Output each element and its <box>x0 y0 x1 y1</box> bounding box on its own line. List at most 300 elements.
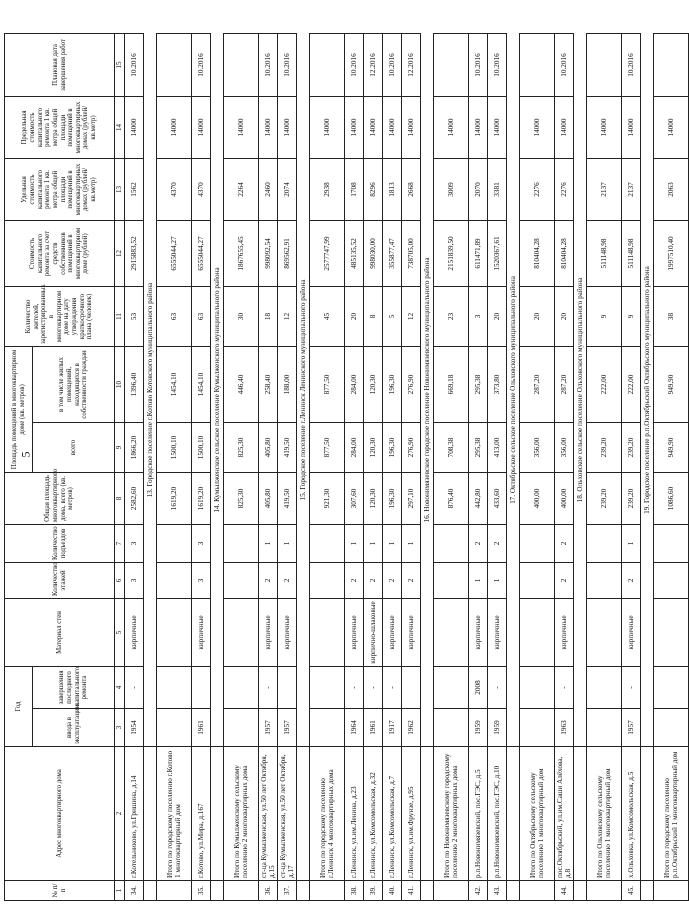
summary-cell: 14000 <box>654 97 689 159</box>
header-premises-group: Площадь помещений в многоквартирном доме (кв. метров) <box>5 347 33 473</box>
empty-cell <box>434 881 469 901</box>
table-row <box>345 34 364 901</box>
data-cell: 120,30 <box>364 473 383 525</box>
summary-cell <box>434 563 469 599</box>
table-row <box>488 34 507 901</box>
data-cell: 34. <box>125 881 144 901</box>
column-number: 8 <box>115 473 125 525</box>
table-row <box>259 34 278 901</box>
summary-label: Итого по городскому поселению г.Ленинск 4 многоквартирных дома <box>310 747 345 881</box>
empty-cell <box>211 881 224 901</box>
summary-cell: 1500,10 <box>157 423 192 473</box>
data-cell: 433,60 <box>488 473 507 525</box>
data-cell: 53 <box>125 287 144 347</box>
data-cell: 1961 <box>192 709 211 747</box>
summary-cell <box>434 34 469 97</box>
summary-cell: 14000 <box>520 97 555 159</box>
summary-row <box>434 34 469 901</box>
summary-row <box>520 34 555 901</box>
data-cell: кирпично-шлаковые <box>364 599 383 667</box>
data-cell: 1964 <box>345 709 364 747</box>
summary-cell: 949,90 <box>654 347 689 423</box>
data-cell: - <box>555 667 574 709</box>
data-cell: 1917 <box>383 709 402 747</box>
summary-cell <box>654 709 689 747</box>
header-premises-total: всего <box>33 423 115 473</box>
data-cell: 2 <box>402 563 421 599</box>
summary-cell: 877,50 <box>310 423 345 473</box>
summary-cell: 2264 <box>224 159 259 221</box>
data-cell: 2 <box>488 525 507 563</box>
data-cell: 10.2016 <box>488 34 507 97</box>
data-cell: 3 <box>125 525 144 563</box>
data-cell: 284,00 <box>345 347 364 423</box>
header-year-commission: ввода в эксплуатацию <box>33 709 115 747</box>
address-cell: ст-ца Кумылженская, ул.50 лет Октября, д.15 <box>259 747 278 881</box>
summary-cell <box>520 667 555 709</box>
summary-cell <box>157 599 192 667</box>
data-cell: 3 <box>125 563 144 599</box>
data-cell: 1 <box>259 525 278 563</box>
header-cost: Стоимость капитального ремонта за счет средств собственников помещений в многоквартирном доме (рублей) <box>5 221 115 287</box>
data-cell: - <box>345 667 364 709</box>
data-cell: кирпичные <box>383 599 402 667</box>
data-cell: 356,00 <box>555 423 574 473</box>
data-cell: 63 <box>192 287 211 347</box>
summary-cell <box>520 599 555 667</box>
data-cell: 1961 <box>364 709 383 747</box>
data-cell: кирпичные <box>555 599 574 667</box>
data-cell: 14000 <box>192 97 211 159</box>
column-number: 4 <box>115 667 125 709</box>
summary-cell <box>310 34 345 97</box>
summary-cell: 1454,10 <box>157 347 192 423</box>
data-cell: 42. <box>469 881 488 901</box>
data-cell: 2074 <box>278 159 297 221</box>
data-cell: 39. <box>364 881 383 901</box>
empty-cell <box>654 881 689 901</box>
data-cell: 998030,00 <box>364 221 383 287</box>
data-cell: 10.2016 <box>345 34 364 97</box>
data-cell: 2 <box>622 563 641 599</box>
empty-cell <box>574 881 587 901</box>
summary-cell <box>520 525 555 563</box>
section-title: 18. Ольховское сельское поселение Ольховского муниципального района <box>574 34 587 747</box>
section-row <box>641 34 654 901</box>
data-cell: 14000 <box>402 97 421 159</box>
summary-cell: 2577747,99 <box>310 221 345 287</box>
summary-cell <box>587 667 622 709</box>
summary-cell: 1867655,45 <box>224 221 259 287</box>
data-cell: 3 <box>469 287 488 347</box>
data-cell: 12 <box>278 287 297 347</box>
data-cell: 2 <box>555 563 574 599</box>
empty-cell <box>144 881 157 901</box>
summary-cell: 825,30 <box>224 473 259 525</box>
data-cell: 2137 <box>622 159 641 221</box>
column-number: 3 <box>115 709 125 747</box>
section-row <box>144 34 157 901</box>
column-number: 6 <box>115 563 125 599</box>
data-cell: 41. <box>402 881 421 901</box>
summary-cell: 949,90 <box>654 423 689 473</box>
data-cell: 297,10 <box>402 473 421 525</box>
data-cell: 405,80 <box>259 473 278 525</box>
summary-cell: 287,20 <box>520 347 555 423</box>
data-cell: 2582,60 <box>125 473 144 525</box>
column-number: 1 <box>115 881 125 901</box>
column-number: 5 <box>115 599 125 667</box>
data-cell: 14000 <box>469 97 488 159</box>
header-specific-cost: Удельная стоимость капитального ремонта 1 кв. метра общей площади помещений в многоквартирных домах (рублей/кв.метр) <box>5 159 115 221</box>
summary-row <box>157 34 192 901</box>
header-wall-material: Материал стен <box>5 599 115 667</box>
address-cell: р.п.Новонимязевский, пос.ГЭС, д.5 <box>469 747 488 881</box>
data-cell: 1500,10 <box>192 423 211 473</box>
summary-cell: 14000 <box>224 97 259 159</box>
data-cell: 1963 <box>555 709 574 747</box>
data-cell: 9 <box>622 287 641 347</box>
data-cell: 295,38 <box>469 423 488 473</box>
data-cell: 12.2016 <box>364 34 383 97</box>
table-row <box>192 34 211 901</box>
data-cell: 1 <box>402 525 421 563</box>
summary-cell: 239,20 <box>587 423 622 473</box>
data-cell: 3381 <box>488 159 507 221</box>
table-row <box>402 34 421 901</box>
header-year-group: Год <box>5 667 33 747</box>
data-cell: 5 <box>383 287 402 347</box>
summary-row <box>654 34 689 901</box>
header-floors: Количество этажей <box>5 563 115 599</box>
header-max-cost: Предельная стоимость капитального ремонта 1 кв. метра общей площади помещений в многоквартирных домах (рублей/кв.метр) <box>5 97 115 159</box>
summary-cell: 9 <box>587 287 622 347</box>
data-cell: 196,30 <box>383 347 402 423</box>
data-cell: 295,38 <box>469 347 488 423</box>
summary-cell <box>654 525 689 563</box>
data-cell: 2 <box>383 563 402 599</box>
data-cell: 442,80 <box>469 473 488 525</box>
data-cell: 12 <box>402 287 421 347</box>
section-row <box>421 34 434 901</box>
summary-cell: 2137 <box>587 159 622 221</box>
summary-cell: 877,50 <box>310 347 345 423</box>
summary-cell <box>310 667 345 709</box>
summary-cell: 2276 <box>520 159 555 221</box>
empty-cell <box>297 881 310 901</box>
data-cell: 1957 <box>259 709 278 747</box>
summary-cell: 3009 <box>434 159 469 221</box>
empty-cell <box>310 881 345 901</box>
data-cell: 10.2016 <box>259 34 278 97</box>
summary-cell: 6555044,27 <box>157 221 192 287</box>
summary-row <box>310 34 345 901</box>
data-cell: 2 <box>259 563 278 599</box>
data-cell: 8 <box>364 287 383 347</box>
data-cell: 10.2016 <box>469 34 488 97</box>
header-entrances: Количество подъездов <box>5 525 115 563</box>
summary-cell <box>587 34 622 97</box>
data-cell: 14000 <box>259 97 278 159</box>
summary-cell: 2063 <box>654 159 689 221</box>
summary-cell: 30 <box>224 287 259 347</box>
data-cell: кирпичные <box>125 599 144 667</box>
data-cell: 611471,89 <box>469 221 488 287</box>
section-title: 15. Городское поселение г.Ленинск Ленинского муниципального района <box>297 34 310 747</box>
empty-cell <box>211 747 224 881</box>
summary-cell: 2938 <box>310 159 345 221</box>
column-number: 14 <box>115 97 125 159</box>
summary-cell: 876,40 <box>434 473 469 525</box>
empty-cell <box>641 747 654 881</box>
summary-label: Итого по городскому поселению р.п.Октябрьский 1 многоквартирный дом <box>654 747 689 881</box>
column-number: 13 <box>115 159 125 221</box>
data-cell: 38. <box>345 881 364 901</box>
data-cell: 3 <box>192 525 211 563</box>
data-cell: 14000 <box>364 97 383 159</box>
summary-cell <box>310 709 345 747</box>
data-cell: 10.2016 <box>125 34 144 97</box>
column-number: 15 <box>115 34 125 97</box>
data-cell: 1959 <box>488 709 507 747</box>
data-cell: 1957 <box>278 709 297 747</box>
data-cell: 45. <box>622 881 641 901</box>
summary-cell: 38 <box>654 287 689 347</box>
summary-cell <box>157 34 192 97</box>
summary-cell: 511148,98 <box>587 221 622 287</box>
summary-row <box>224 34 259 901</box>
empty-cell <box>297 747 310 881</box>
data-cell: 1954 <box>125 709 144 747</box>
header-total-area: Общая площадь многоквартирного дома, всего (кв. метров) <box>5 473 115 525</box>
data-cell: 1562 <box>125 159 144 221</box>
data-cell: кирпичные <box>259 599 278 667</box>
data-cell: 14000 <box>622 97 641 159</box>
data-cell: 2 <box>469 525 488 563</box>
repair-plan-table <box>4 33 689 901</box>
data-cell: 1520367,61 <box>488 221 507 287</box>
summary-cell: 222,00 <box>587 347 622 423</box>
data-cell: 20 <box>488 287 507 347</box>
data-cell: кирпичные <box>192 599 211 667</box>
data-cell: 1396,40 <box>125 347 144 423</box>
empty-cell <box>587 881 622 901</box>
column-number: 2 <box>115 747 125 881</box>
summary-cell <box>587 709 622 747</box>
data-cell <box>278 667 297 709</box>
data-cell: 1454,10 <box>192 347 211 423</box>
data-cell: 6555044,27 <box>192 221 211 287</box>
data-cell: кирпичные <box>278 599 297 667</box>
summary-cell: 14000 <box>310 97 345 159</box>
data-cell: - <box>488 667 507 709</box>
data-cell: 8296 <box>364 159 383 221</box>
data-cell: 2276 <box>555 159 574 221</box>
data-cell: 1 <box>278 525 297 563</box>
data-cell: 485135,52 <box>345 221 364 287</box>
data-cell: - <box>125 667 144 709</box>
empty-cell <box>574 747 587 881</box>
rotated-table-sheet <box>4 34 680 901</box>
data-cell <box>402 667 421 709</box>
summary-cell <box>520 709 555 747</box>
summary-cell: 810404,28 <box>520 221 555 287</box>
summary-cell: 14000 <box>587 97 622 159</box>
summary-cell: 23 <box>434 287 469 347</box>
data-cell: 1708 <box>345 159 364 221</box>
data-cell: 1813 <box>383 159 402 221</box>
summary-cell <box>434 525 469 563</box>
summary-cell: 669,18 <box>434 347 469 423</box>
data-cell: 120,30 <box>364 347 383 423</box>
data-cell: 43. <box>488 881 507 901</box>
page-number: 5 <box>18 451 33 458</box>
empty-cell <box>421 881 434 901</box>
summary-cell: 356,00 <box>520 423 555 473</box>
section-row <box>211 34 224 901</box>
data-cell: 14000 <box>345 97 364 159</box>
data-cell: 18 <box>259 287 278 347</box>
summary-cell <box>157 709 192 747</box>
empty-cell <box>421 747 434 881</box>
data-cell: 1 <box>488 563 507 599</box>
summary-cell <box>654 667 689 709</box>
column-number: 10 <box>115 347 125 423</box>
column-number: 9 <box>115 423 125 473</box>
section-row <box>507 34 520 901</box>
summary-cell <box>434 709 469 747</box>
data-cell: 10.2016 <box>278 34 297 97</box>
table-row <box>383 34 402 901</box>
summary-cell: 239,20 <box>587 473 622 525</box>
data-cell: 10.2016 <box>383 34 402 97</box>
summary-label: Итого по городскому поселению г.Котово 1 многоквартирный дом <box>157 747 192 881</box>
data-cell: 40. <box>383 881 402 901</box>
summary-cell <box>224 563 259 599</box>
data-cell: 10.2016 <box>555 34 574 97</box>
summary-cell: 1997510,40 <box>654 221 689 287</box>
data-cell: 239,20 <box>622 423 641 473</box>
address-cell: р.п.Новонимязевский, пос.ГЭС, д.10 <box>488 747 507 881</box>
data-cell: 20 <box>555 287 574 347</box>
data-cell: 400,00 <box>555 473 574 525</box>
address-cell: г.Котельниково, ул.Гришина, д.14 <box>125 747 144 881</box>
data-cell <box>192 667 211 709</box>
data-cell: 14000 <box>278 97 297 159</box>
table-row <box>622 34 641 901</box>
data-cell: 37. <box>278 881 297 901</box>
data-cell: - <box>383 667 402 709</box>
summary-cell: 446,40 <box>224 347 259 423</box>
data-cell: 2008 <box>469 667 488 709</box>
summary-cell: 14000 <box>157 97 192 159</box>
data-cell: 258,40 <box>259 347 278 423</box>
data-cell: 120,30 <box>364 423 383 473</box>
summary-cell <box>434 667 469 709</box>
header-residents: Количество жителей, зарегистрированных в многоквартирном доме на дату утверждения краткосрочного плана (человек) <box>5 287 115 347</box>
summary-label: Итого по Октябрьскому сельскому поселению 1 многоквартирный дом <box>520 747 555 881</box>
summary-cell <box>587 525 622 563</box>
summary-cell: 14000 <box>434 97 469 159</box>
data-cell: 1619,20 <box>192 473 211 525</box>
data-cell: 10.2016 <box>192 34 211 97</box>
data-cell: 1 <box>469 563 488 599</box>
data-cell: кирпичные <box>345 599 364 667</box>
header-year-last-repair: завершения последнего капитального ремонта <box>33 667 115 709</box>
summary-cell: 400,00 <box>520 473 555 525</box>
data-cell: 2915883,52 <box>125 221 144 287</box>
data-cell: 1866,20 <box>125 423 144 473</box>
summary-cell: 20 <box>520 287 555 347</box>
summary-label: Итого по Новонимязевскому городскому поселению 2 многоквартирных дома <box>434 747 469 881</box>
data-cell: 1957 <box>622 709 641 747</box>
data-cell: 2668 <box>402 159 421 221</box>
address-cell: г.Ленинск, ул.Комсомольская, д.32 <box>364 747 383 881</box>
data-cell: 2 <box>278 563 297 599</box>
data-cell: 222,00 <box>622 347 641 423</box>
data-cell: кирпичные <box>622 599 641 667</box>
table-row <box>555 34 574 901</box>
data-cell: 20 <box>345 287 364 347</box>
data-cell: 14000 <box>125 97 144 159</box>
address-cell: х.Ольховка, ул.Комсомольская, д.5 <box>622 747 641 881</box>
header-deadline: Плановая дата завершения работ <box>5 34 115 97</box>
data-cell: 307,60 <box>345 473 364 525</box>
empty-cell <box>507 881 520 901</box>
header-premises-private: в том числе жилых помещений, находящихся в собственности граждан <box>33 347 115 423</box>
section-title: 19. Городское поселение р.п.Октябрьский Октябрьского муниципального района <box>641 34 654 747</box>
data-cell: 276,90 <box>402 347 421 423</box>
summary-cell <box>224 525 259 563</box>
section-row <box>297 34 310 901</box>
summary-cell: 4370 <box>157 159 192 221</box>
data-cell: 355877,47 <box>383 221 402 287</box>
data-cell: 738705,00 <box>402 221 421 287</box>
table-row <box>469 34 488 901</box>
summary-cell: 921,30 <box>310 473 345 525</box>
summary-cell <box>224 667 259 709</box>
header-no: № п/п <box>5 881 115 901</box>
address-cell: г.Ленинск, ул.Комсомольская, д.7 <box>383 747 402 881</box>
data-cell: 810404,28 <box>555 221 574 287</box>
data-cell: 2460 <box>259 159 278 221</box>
data-cell: 196,30 <box>383 473 402 525</box>
summary-cell <box>224 34 259 97</box>
data-cell: 413,00 <box>488 423 507 473</box>
column-number-row <box>115 34 125 901</box>
data-cell: 2 <box>555 525 574 563</box>
data-cell: 3 <box>192 563 211 599</box>
column-number: 7 <box>115 525 125 563</box>
data-cell: - <box>364 667 383 709</box>
address-cell: пос.Октябрьский, ул.им.Саши Алёхова, д.8 <box>555 747 574 881</box>
summary-cell: 1086,60 <box>654 473 689 525</box>
data-cell: 35. <box>192 881 211 901</box>
summary-label: Итого по Кумылженскому сельскому поселению 2 многоквартирных дома <box>224 747 259 881</box>
data-cell: 1962 <box>402 709 421 747</box>
summary-cell: 825,30 <box>224 423 259 473</box>
data-cell: кирпичные <box>469 599 488 667</box>
data-cell: 44. <box>555 881 574 901</box>
data-cell: 36. <box>259 881 278 901</box>
empty-cell <box>144 747 157 881</box>
summary-cell <box>310 599 345 667</box>
data-cell: 419,50 <box>278 423 297 473</box>
empty-cell <box>224 881 259 901</box>
data-cell: - <box>622 667 641 709</box>
summary-cell <box>157 563 192 599</box>
section-title: 14. Кумылженское сельское поселение Кумылженского муниципального района <box>211 34 224 747</box>
